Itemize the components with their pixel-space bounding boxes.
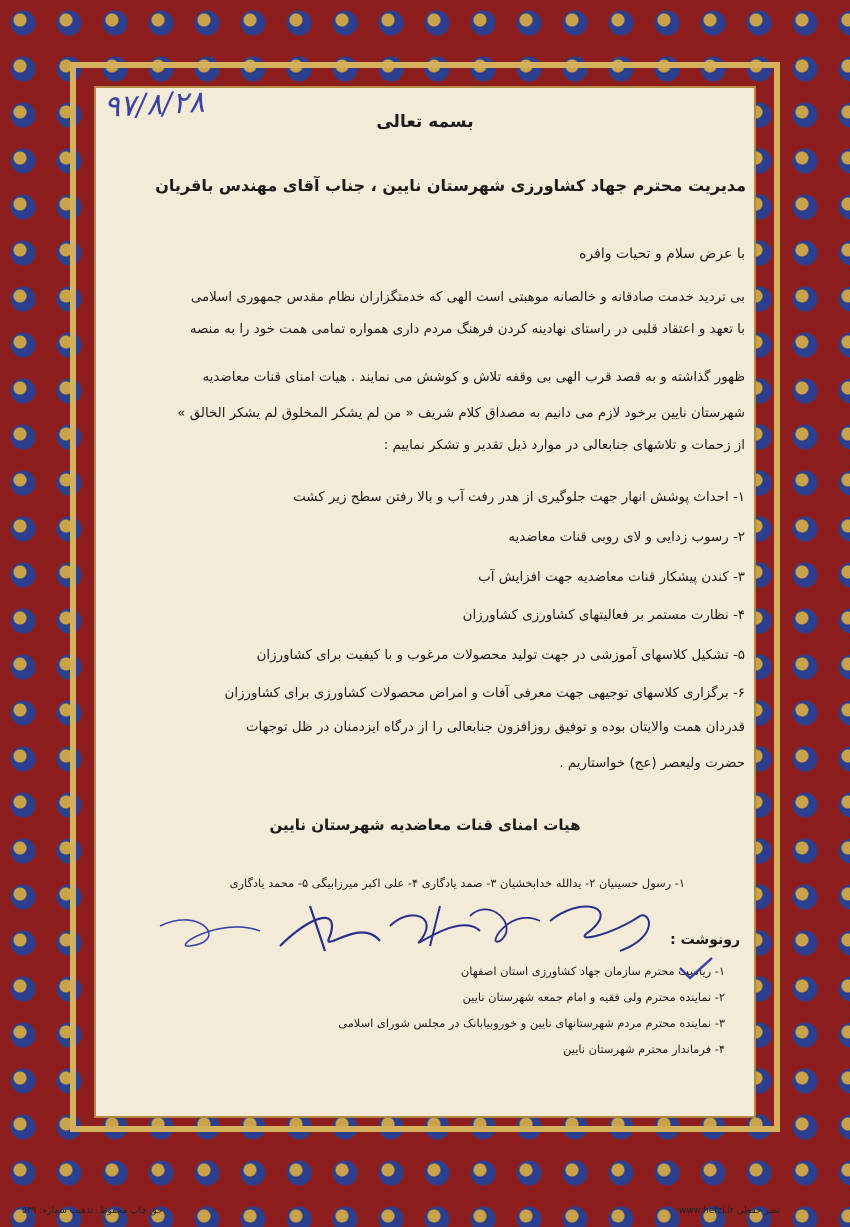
cc-title: رونوشت : [670, 932, 740, 948]
signers-list: ۱- رسول حسینیان ۲- یدالله خدابخشیان ۳- صمد یادگاری ۴- علی اکبر میرزابیگی ۵- محمد یادگاری [229, 876, 685, 890]
list-item: ۶- برگزاری کلاسهای توجیهی جهت معرفی آفات و امراض محصولات کشاورزی برای کشاورزان [224, 686, 745, 701]
cc-item: ۱- ریاست محترم سازمان جهاد کشاورزی استان اصفهان [460, 964, 725, 978]
body-line-1: بی تردید خدمت صادقانه و خالصانه موهبتی است الهی که خدمتگزاران نظام مقدس جمهوری اسلامی [190, 290, 745, 305]
cc-item: ۴- فرماندار محترم شهرستان نایین [563, 1042, 725, 1056]
addressee-line: مدیریت محترم جهاد کشاورزی شهرستان نایین ، جناب آقای مهندس باقریان [155, 176, 746, 195]
invocation-heading: بسمه تعالی [376, 112, 474, 132]
footer-publisher: www.hefzi.ir نشر حفظی [678, 1206, 780, 1216]
checkmark-icon [676, 954, 716, 984]
body-line-2: با تعهد و اعتقاد قلبی در راستای نهادینه کردن فرهنگ مردم داری همواره تمامی همت خود را به منصه [189, 322, 745, 337]
list-item: ۲- رسوب زدایی و لای روبی قنات معاضدیه [508, 530, 745, 545]
body-line-4: شهرستان نایین برخود لازم می دانیم به مصداق کلام شریف « من لم یشکر المخلوق لم یشکر الخالق » [177, 406, 745, 421]
list-item: ۴- نظارت مستمر بر فعالیتهای کشاورزی کشاورزان [462, 608, 745, 623]
closing-line-1: قدردان همت والایتان بوده و توفیق روزافزون جنابعالی را از درگاه ایزدمنان در ظل توجهات [245, 720, 745, 735]
cc-item: ۳- نماینده محترم مردم شهرستانهای نایین و خوروبیابانک در مجلس شورای اسلامی [338, 1016, 725, 1030]
list-item: ۱- احداث پوشش انهار جهت جلوگیری از هدر رفت آب و بالا رفتن سطح زیر کشت [293, 490, 745, 505]
body-line-5: از زحمات و تلاشهای جنابعالی در موارد ذیل تقدیر و تشکر نماییم : [383, 438, 745, 453]
greeting-line: با عرض سلام و تحیات وافره [579, 246, 745, 262]
signatures [140, 886, 700, 966]
signatory-title: هیات امنای قنات معاضدیه شهرستان نایین [269, 816, 581, 834]
handwritten-date: ۹۷/۸/۲۸ [102, 84, 206, 125]
list-item: ۵- تشکیل کلاسهای آموزشی در جهت تولید محصولات مرغوب و با کیفیت برای کشاورزان [256, 648, 745, 663]
list-item: ۳- کندن پیشکار قنات معاضدیه جهت افزایش آب [478, 570, 745, 585]
closing-line-2: حضرت ولیعصر (عج) خواستاریم . [559, 756, 745, 771]
body-line-3: ظهور گذاشته و به قصد قرب الهی بی وقفه تلاش و کوشش می نمایند . هیات امنای قنات معاضدیه [202, 370, 745, 385]
footer-copyright: حق چاپ محفوظ. تذهیب شماره: ۵۳۹ [22, 1206, 163, 1216]
cc-item: ۲- نماینده محترم ولی فقیه و امام جمعه شهرستان نایین [462, 990, 725, 1004]
